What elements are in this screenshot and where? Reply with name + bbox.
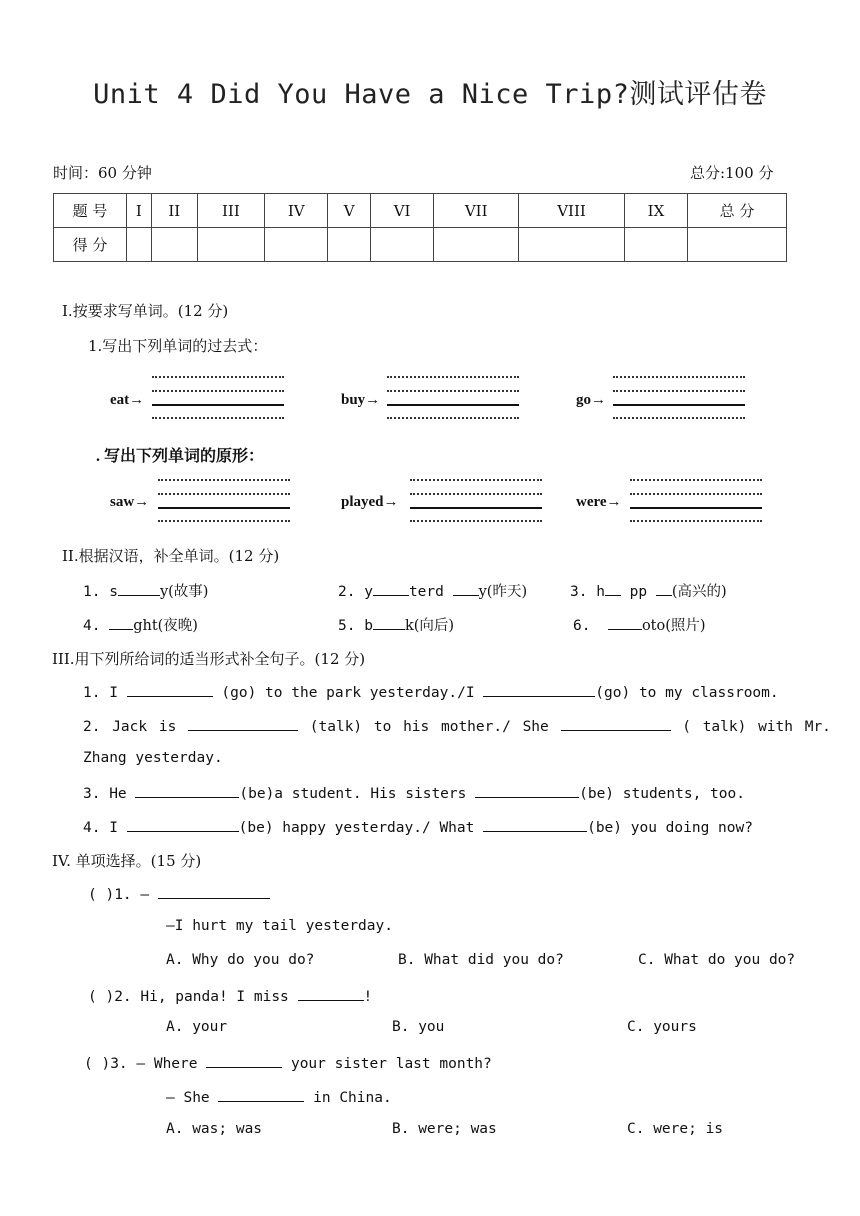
score-header-cell: VIII (519, 194, 625, 228)
sentence-text: 4. I (83, 820, 118, 836)
blank-line[interactable] (373, 615, 405, 630)
question-stem: ! (363, 989, 373, 1005)
writing-line[interactable] (158, 507, 290, 509)
option-a[interactable]: A. Why do you do? (166, 952, 315, 968)
writing-guide-line (613, 376, 745, 378)
word-part: y (364, 584, 373, 600)
past-word-go: go→ (576, 392, 606, 408)
word-part: y(昨天) (478, 584, 528, 600)
section3-line-2b: Zhang yesterday. (83, 750, 223, 766)
word-part: s (109, 584, 118, 600)
sentence-text: 1. I (83, 685, 118, 701)
word-part: y(故事) (159, 584, 209, 600)
writing-guide-line (387, 376, 519, 378)
section3-line-2 (83, 716, 831, 735)
writing-line[interactable] (613, 404, 745, 406)
writing-guide-line (158, 493, 290, 495)
blank-line[interactable] (483, 817, 587, 832)
score-header-cell: VII (434, 194, 519, 228)
section1-sub2: . 写出下列单词的原形： (96, 448, 265, 465)
sentence-text: (be) students, too. (579, 786, 745, 802)
exam-total: 总分:100 分 (690, 164, 774, 182)
section1-sub1: 1.写出下列单词的过去式： (88, 337, 268, 355)
score-row-label: 得 分 (54, 228, 127, 262)
score-header-cell: VI (370, 194, 434, 228)
sentence-text: 2. Jack is (83, 719, 177, 735)
score-table-score-row (54, 228, 787, 262)
option-a[interactable]: A. your (166, 1019, 228, 1035)
word-part: (高兴的) (671, 584, 727, 600)
base-word-saw: saw→ (110, 494, 150, 510)
word-part: ght(夜晚) (133, 618, 198, 634)
writing-guide-line (410, 520, 542, 522)
option-b[interactable]: B. What did you do? (398, 952, 564, 968)
option-c[interactable]: C. were; is (627, 1121, 724, 1137)
writing-guide-line (410, 479, 542, 481)
score-table (53, 193, 787, 262)
section2-item-6 (573, 614, 706, 635)
sentence-text: (be) you doing now? (587, 820, 753, 836)
writing-guide-line (152, 390, 284, 392)
word-part: oto(照片) (641, 618, 706, 634)
writing-guide-line (158, 520, 290, 522)
score-input-cell[interactable] (434, 228, 519, 262)
question-2 (88, 986, 372, 1005)
score-input-cell[interactable] (519, 228, 625, 262)
score-header-cell: IX (624, 194, 687, 228)
question-stem: in China. (313, 1090, 392, 1106)
question-1 (88, 884, 270, 903)
question-3-reply (166, 1087, 392, 1106)
writing-guide-line (613, 417, 745, 419)
blank-line[interactable] (127, 682, 213, 697)
past-word-buy: buy→ (341, 392, 381, 408)
score-input-cell[interactable] (264, 228, 328, 262)
score-input-cell[interactable] (370, 228, 434, 262)
word-part: b (364, 618, 373, 634)
section2-heading: II.根据汉语，补全单词。(12 分) (62, 547, 280, 565)
writing-guide-line (410, 493, 542, 495)
base-word-were: were→ (576, 494, 622, 510)
item-number: 5. (338, 618, 356, 634)
section4-heading: IV. 单项选择。(15 分) (52, 852, 202, 870)
score-table-header-row (54, 194, 787, 228)
past-word-eat: eat→ (110, 392, 145, 408)
blank-line[interactable] (188, 716, 298, 731)
word-part: k(向后) (404, 618, 455, 634)
score-header-cell: IV (264, 194, 328, 228)
blank-line[interactable] (656, 581, 672, 596)
score-header-cell: I (127, 194, 152, 228)
writing-guide-line (387, 390, 519, 392)
blank-line[interactable] (206, 1053, 282, 1068)
score-input-cell[interactable] (197, 228, 264, 262)
blank-line[interactable] (373, 581, 409, 596)
blank-line[interactable] (483, 682, 595, 697)
option-c[interactable]: C. yours (627, 1019, 697, 1035)
option-b[interactable]: B. you (392, 1019, 445, 1035)
blank-line[interactable] (298, 986, 364, 1001)
blank-line[interactable] (118, 581, 160, 596)
base-word-played: played→ (341, 494, 399, 510)
option-a[interactable]: A. was; was (166, 1121, 263, 1137)
blank-line[interactable] (453, 581, 479, 596)
writing-line[interactable] (152, 404, 284, 406)
blank-line[interactable] (561, 716, 671, 731)
section3-line-4 (83, 817, 753, 836)
sentence-text: 3. He (83, 786, 127, 802)
score-input-cell[interactable] (624, 228, 687, 262)
score-input-cell[interactable] (328, 228, 370, 262)
writing-guide-line (630, 479, 762, 481)
writing-guide-line (613, 390, 745, 392)
sentence-text: (be) happy yesterday./ What (238, 820, 475, 836)
question-3 (84, 1053, 492, 1072)
writing-guide-line (630, 520, 762, 522)
writing-guide-line (152, 376, 284, 378)
writing-line[interactable] (630, 507, 762, 509)
score-header-cell: 总 分 (688, 194, 787, 228)
sentence-text: (talk) to his mother./ She (309, 719, 549, 735)
item-number: 3. (570, 584, 588, 600)
score-header-cell: II (151, 194, 197, 228)
option-b[interactable]: B. were; was (392, 1121, 497, 1137)
blank-line[interactable] (218, 1087, 304, 1102)
item-number: 2. (338, 584, 356, 600)
score-input-cell[interactable] (127, 228, 152, 262)
word-part: terd (408, 584, 444, 600)
section3-line-3 (83, 783, 745, 802)
score-input-cell[interactable] (688, 228, 787, 262)
item-number: 4. (83, 618, 101, 634)
blank-line[interactable] (135, 783, 239, 798)
sentence-text: (be)a student. His sisters (239, 786, 467, 802)
question-stem: ( )2. Hi, panda! I miss (88, 989, 289, 1005)
blank-line[interactable] (475, 783, 579, 798)
question-1-reply: —I hurt my tail yesterday. (166, 918, 393, 934)
sentence-text: (go) to my classroom. (595, 685, 779, 701)
blank-line[interactable] (605, 581, 621, 596)
item-number: 1. (83, 584, 101, 600)
section2-item-1 (83, 580, 208, 601)
writing-line[interactable] (410, 507, 542, 509)
item-number: 6. (573, 618, 591, 634)
page-title: Unit 4 Did You Have a Nice Trip?测试评估卷 (93, 79, 767, 110)
score-header-cell: 题 号 (54, 194, 127, 228)
blank-line[interactable] (608, 615, 642, 630)
score-header-cell: III (197, 194, 264, 228)
exam-time: 时间：60 分钟 (53, 164, 152, 182)
score-input-cell[interactable] (151, 228, 197, 262)
blank-line[interactable] (158, 884, 270, 899)
blank-line[interactable] (109, 615, 133, 630)
question-stem: ( )1. — (88, 887, 150, 903)
question-stem: your sister last month? (290, 1056, 492, 1072)
writing-guide-line (152, 417, 284, 419)
sentence-text: ( talk) with Mr. (682, 719, 831, 735)
section2-item-3 (570, 580, 727, 601)
blank-line[interactable] (127, 817, 239, 832)
sentence-text: (go) to the park yesterday./I (221, 685, 475, 701)
score-header-cell: V (328, 194, 370, 228)
section3-heading: III.用下列所给词的适当形式补全句子。(12 分) (52, 650, 366, 668)
question-stem: ( )3. — Where (84, 1056, 198, 1072)
writing-guide-line (158, 479, 290, 481)
word-part: pp (629, 584, 648, 600)
writing-line[interactable] (387, 404, 519, 406)
section2-item-2 (338, 580, 527, 601)
word-part: h (596, 584, 605, 600)
writing-guide-line (630, 493, 762, 495)
option-c[interactable]: C. What do you do? (638, 952, 796, 968)
section1-heading: Ⅰ.按要求写单词。(12 分) (62, 302, 229, 320)
writing-guide-line (387, 417, 519, 419)
question-stem: — She (166, 1090, 210, 1106)
section3-line-1 (83, 682, 779, 701)
section2-item-4 (83, 614, 198, 635)
section2-item-5 (338, 614, 454, 635)
